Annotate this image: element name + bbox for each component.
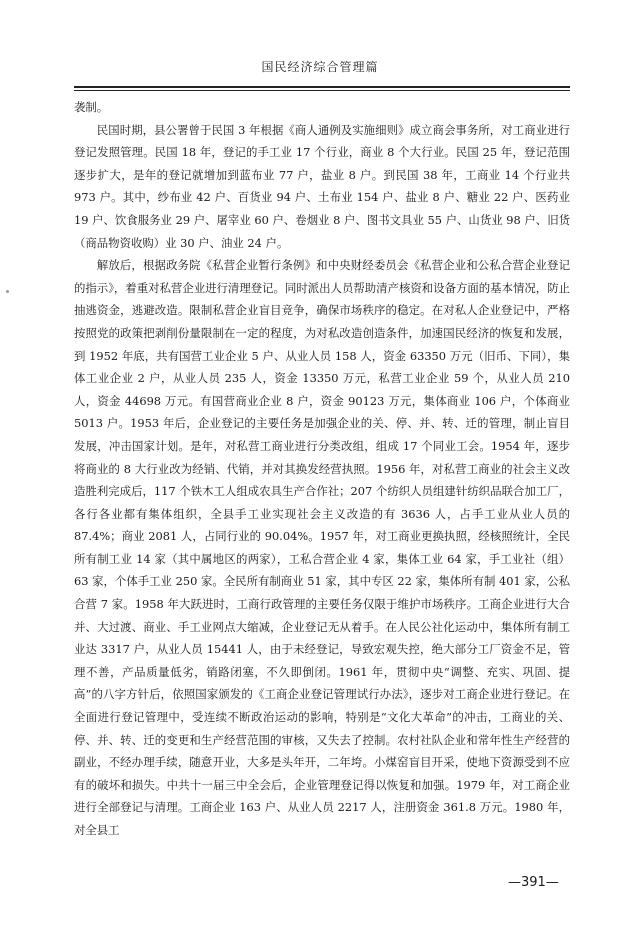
header-rule-thick bbox=[74, 86, 570, 88]
paragraph-republic-era: 民国时期，县公署曾于民国 3 年根据《商人通例及实施细则》成立商会事务所，对工商业进行登记发照管理。民国 18 年，登记的手工业 17 个行业，商业 8 个大行业。民国 25 年，登记范围逐步扩大，是年的登记就增加到蓝布业 77 户，盐业 8 户。到民国 38 年，工商业 14 个行业共 973 户。其中，纱布业 42 户、百货业 94 户、土布业 154 户、盐业 8 户、糖业 22 户、医药业 19 户、饮食服务业 29 户、屠宰业 60 户、卷烟业 8 户、图书文具业 55 户、山货业 98 户、旧货（商品物资收购）业 30 户、油业 24 户。 bbox=[74, 122, 570, 250]
margin-speck bbox=[6, 290, 9, 293]
body-text bbox=[74, 96, 570, 842]
page-number: —391— bbox=[508, 875, 559, 890]
header-rule-thin bbox=[74, 90, 570, 91]
paragraph-continuation: 袭制。 bbox=[74, 100, 109, 114]
running-header: 国民经济综合管理篇 bbox=[261, 60, 379, 74]
paragraph-post-liberation: 解放后，根据政务院《私营企业暂行条例》和中央财经委员会《私营企业和公私合营企业登记的指示》，着重对私营企业进行清理登记。同时派出人员帮助清产核资和设备方面的基本情况，防止抽逃资金，逃避改造。限制私营企业盲目竞争，确保市场秩序的稳定。在对私人企业登记中，严格按照党的政策把剥削份量限制在一定的程度，为对私改造创造条件，加速国民经济的恢复和发展，到 1952 年底，共有国营工业企业 5 户、从业人员 158 人，资金 63350 万元（旧币、下同），集体工业企业 2 户，从业人员 235 人，资金 13350 万元，私营工业企业 59 个，从业人员 210 人，资金 44698 万元。有国营商业企业 8 户，资金 90123 万元，集体商业 106 户，个体商业 5013 户。1953 年后，企业登记的主要任务是加强企业的关、停、并、转、迁的管理，制止盲目发展，冲击国家计划。是年，对私营工商业进行分类改组，组成 17 个同业工会。1954 年，逐步将商业的 8 大行业改为经销、代销，并对其换发经营执照。1956 年，对私营工商业的社会主义改造胜利完成后，117 个铁木工人组成农具生产合作社；207 个纺织人员组建针纺织品联合加工厂，各行各业都有集体组织，全县手工业实现社会主义改造的有 3636 人，占手工业从业人员的 87.4%；商业 2081 人，占同行业的 90.04%。1957 年，对工商业更换执照，经核照统计，全民所有制工业 14 家（其中属地区的两家），工私合营企业 4 家，集体工业 64 家，手工业社（组）63 家，个体手工业 250 家。全民所有制商业 51 家，其中专区 22 家，集体所有制 401 家，公私合营 7 家。1958 年大跃进时，工商行政管理的主要任务仅限于维护市场秩序。工商企业进行大合并、大过渡、商业、手工业网点大缩减，企业登记无从着手。在人民公社化运动中，集体所有制工业达 3317 户，从业人员 15441 人，由于未经登记，导致宏观失控，绝大部分工厂资金不足，管理不善，产品质量低劣，销路闭塞，不久即倒闭。1961 年，贯彻中央“调整、充实、巩固、提高”的八字方针后，依照国家颁发的《工商企业登记管理试行办法》，逐步对工商企业进行登记。在全面进行登记管理中，受连续不断政治运动的影响，特别是“文化大革命”的冲击，工商业的关、停、并、转、迁的变更和生产经营范围的审核，又失去了控制。农村社队企业和常年性生产经营的副业，不经办理手续，随意开业，大多是头年开，二年垮。小煤窑盲目开采，使地下资源受到不应有的破坏和损失。中共十一届三中全会后，企业管理登记得以恢复和加强。1979 年，对工商企业进行全部登记与清理。工商企业 163 户、从业人员 2217 人，注册资金 361.8 万元。1980 年，对全县工 bbox=[74, 258, 570, 837]
